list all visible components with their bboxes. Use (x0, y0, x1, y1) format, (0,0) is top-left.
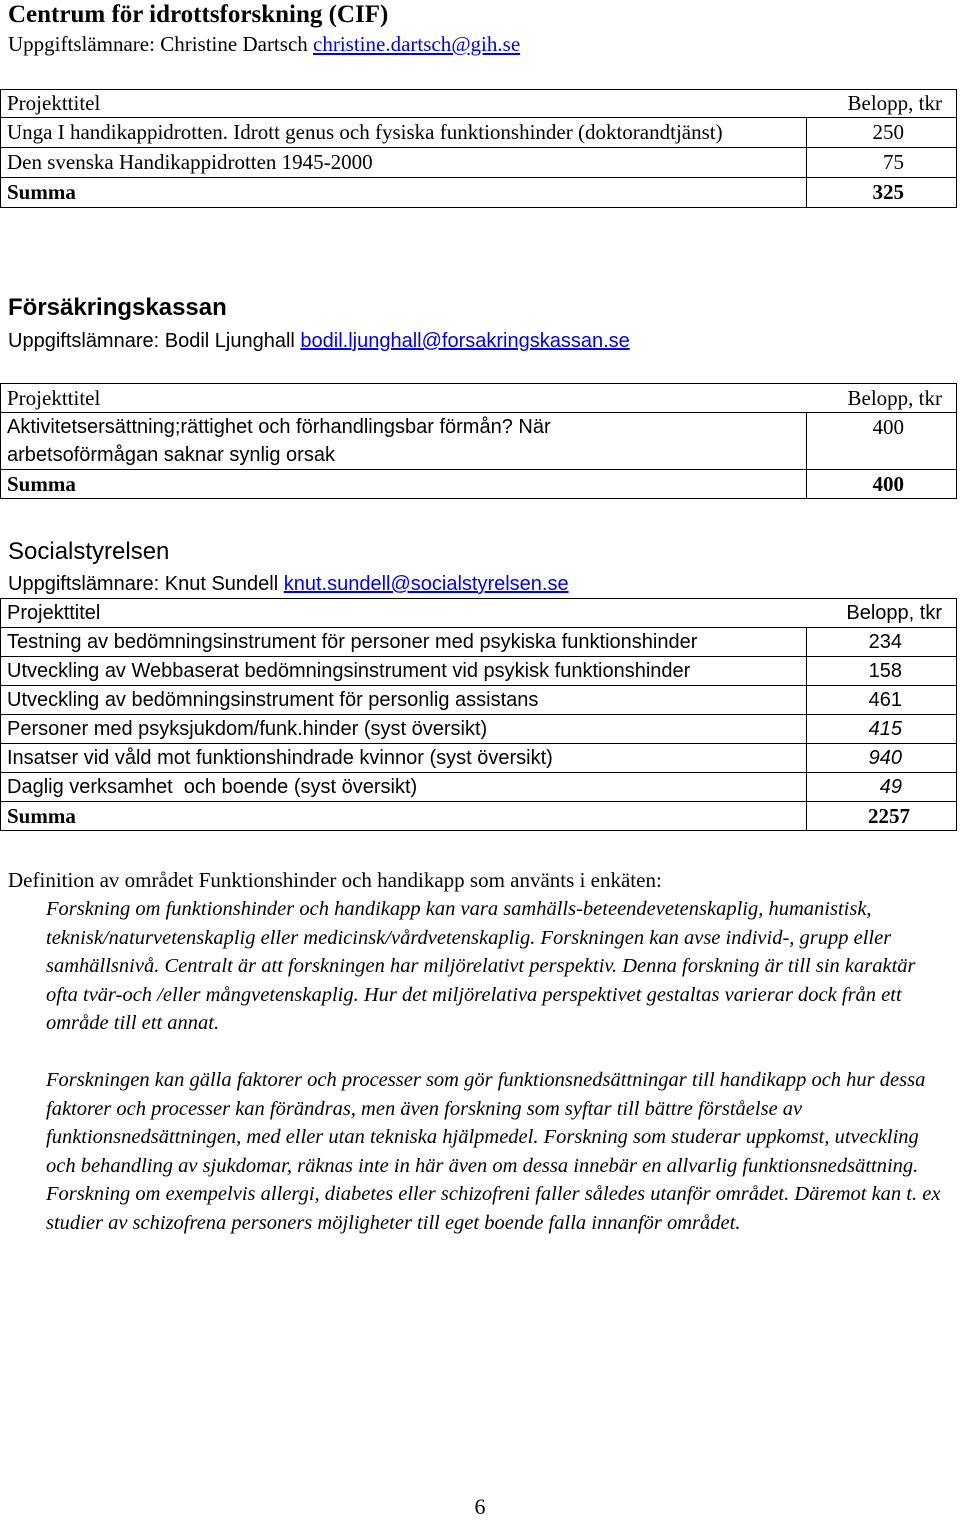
row-title: Testning av bedömningsinstrument för personer med psykiska funktionshinder (1, 628, 807, 657)
row-amount: 234 (807, 628, 957, 657)
row-title: Personer med psyksjukdom/funk.hinder (syst översikt) (1, 715, 807, 744)
table-sum-row (1, 178, 957, 208)
sum-label: Summa (1, 802, 807, 831)
row-title: Unga I handikappidrotten. Idrott genus och fysiska funktionshinder (doktorandtjänst) (1, 118, 807, 148)
fk-org-heading: Försäkringskassan (8, 294, 227, 321)
cif-table (0, 89, 957, 208)
sos-table (0, 598, 957, 831)
header-title-cell: Projekttitel (1, 384, 807, 413)
table-row (1, 413, 957, 470)
sum-amount: 325 (806, 178, 956, 208)
fk-email-link[interactable]: bodil.ljunghall@forsakringskassan.se (300, 330, 630, 352)
header-amount-cell: Belopp, tkr (807, 384, 957, 413)
sum-amount: 400 (807, 470, 957, 499)
table-row (1, 657, 957, 686)
row-title: Den svenska Handikappidrotten 1945-2000 (1, 148, 807, 178)
row-amount: 75 (806, 148, 956, 178)
cif-contact-label: Uppgiftslämnare: Christine Dartsch (8, 32, 308, 56)
row-title: Utveckling av bedömningsinstrument för personlig assistans (1, 686, 807, 715)
sum-label: Summa (1, 178, 807, 208)
sos-email-link[interactable]: knut.sundell@socialstyrelsen.se (283, 573, 569, 595)
table-row (1, 715, 957, 744)
sos-contact (8, 571, 569, 597)
fk-contact-label: Uppgiftslämnare: Bodil Ljunghall (8, 330, 295, 352)
header-amount-cell: Belopp, tkr (807, 599, 957, 628)
row-title: Daglig verksamhet och boende (syst översikt) (1, 773, 807, 802)
table-row (1, 744, 957, 773)
table-header-row (1, 90, 957, 118)
row-amount: 49 (807, 773, 957, 802)
fk-contact (8, 328, 630, 354)
definition-heading: Definition av området Funktionshinder och handikapp som använts i enkäten: (8, 868, 662, 892)
sos-contact-label: Uppgiftslämnare: Knut Sundell (8, 573, 279, 595)
header-title-cell: Projekttitel (1, 599, 807, 628)
row-amount: 461 (807, 686, 957, 715)
row-amount: 940 (807, 744, 957, 773)
cif-email-link[interactable]: christine.dartsch@gih.se (313, 32, 521, 56)
row-amount: 400 (807, 413, 957, 470)
table-row (1, 628, 957, 657)
row-amount: 415 (807, 715, 957, 744)
definition-paragraph-1: Forskning om funktionshinder och handikapp kan vara samhälls-beteendevetenskaplig, humanistisk, teknisk/naturvetenskaplig eller medicinsk/vårdvetenskaplig. Forskningen kan avse individ-, grupp eller samhällsnivå. Centralt är att forskningen har miljörelativt perspektiv. Denna forskning är till sin karaktär ofta tvär-och /eller mångvetenskaplig. Hur det miljörelativa perspektivet gestaltas varierar dock från ett område till ett annat. (46, 898, 916, 1035)
row-amount: 250 (806, 118, 956, 148)
row-title: Utveckling av Webbaserat bedömningsinstrument vid psykisk funktionshinder (1, 657, 807, 686)
table-row (1, 773, 957, 802)
row-title: Aktivitetsersättning;rättighet och förhandlingsbar förmån? När arbetsoförmågan saknar synlig orsak (1, 413, 807, 470)
table-row (1, 118, 957, 148)
definition-paragraph-2: Forskningen kan gälla faktorer och processer som gör funktionsnedsättningar till handikapp och hur dessa faktorer och processer kan förändras, men även forskning som syftar till bättre förståelse av funktionsnedsättningen, med eller utan tekniska hjälpmedel. Forskning som studerar uppkomst, utveckling och behandling av sjukdomar, räknas inte in här även om dessa innebär en allvarlig funktionsnedsättning. Forskning om exempelvis allergi, diabetes eller schizofreni faller således utanför området. Däremot kan t. ex studier av schizofrena personers möjligheter till eget boende falla innanför området. (46, 1069, 941, 1234)
cif-contact (8, 31, 520, 57)
sos-org-heading: Socialstyrelsen (8, 538, 170, 565)
header-amount-cell: Belopp, tkr (806, 90, 956, 118)
table-sum-row (1, 802, 957, 831)
row-title: Insatser vid våld mot funktionshindrade kvinnor (syst översikt) (1, 744, 807, 773)
page-number: 6 (474, 1494, 486, 1519)
table-header-row (1, 384, 957, 413)
sum-amount: 2257 (807, 802, 957, 831)
table-header-row (1, 599, 957, 628)
table-row (1, 686, 957, 715)
table-sum-row (1, 470, 957, 499)
table-row (1, 148, 957, 178)
cif-org-heading: Centrum för idrottsforskning (CIF) (8, 1, 389, 28)
fk-table (0, 383, 957, 499)
header-title-cell: Projekttitel (1, 90, 807, 118)
sum-label: Summa (1, 470, 807, 499)
row-amount: 158 (807, 657, 957, 686)
